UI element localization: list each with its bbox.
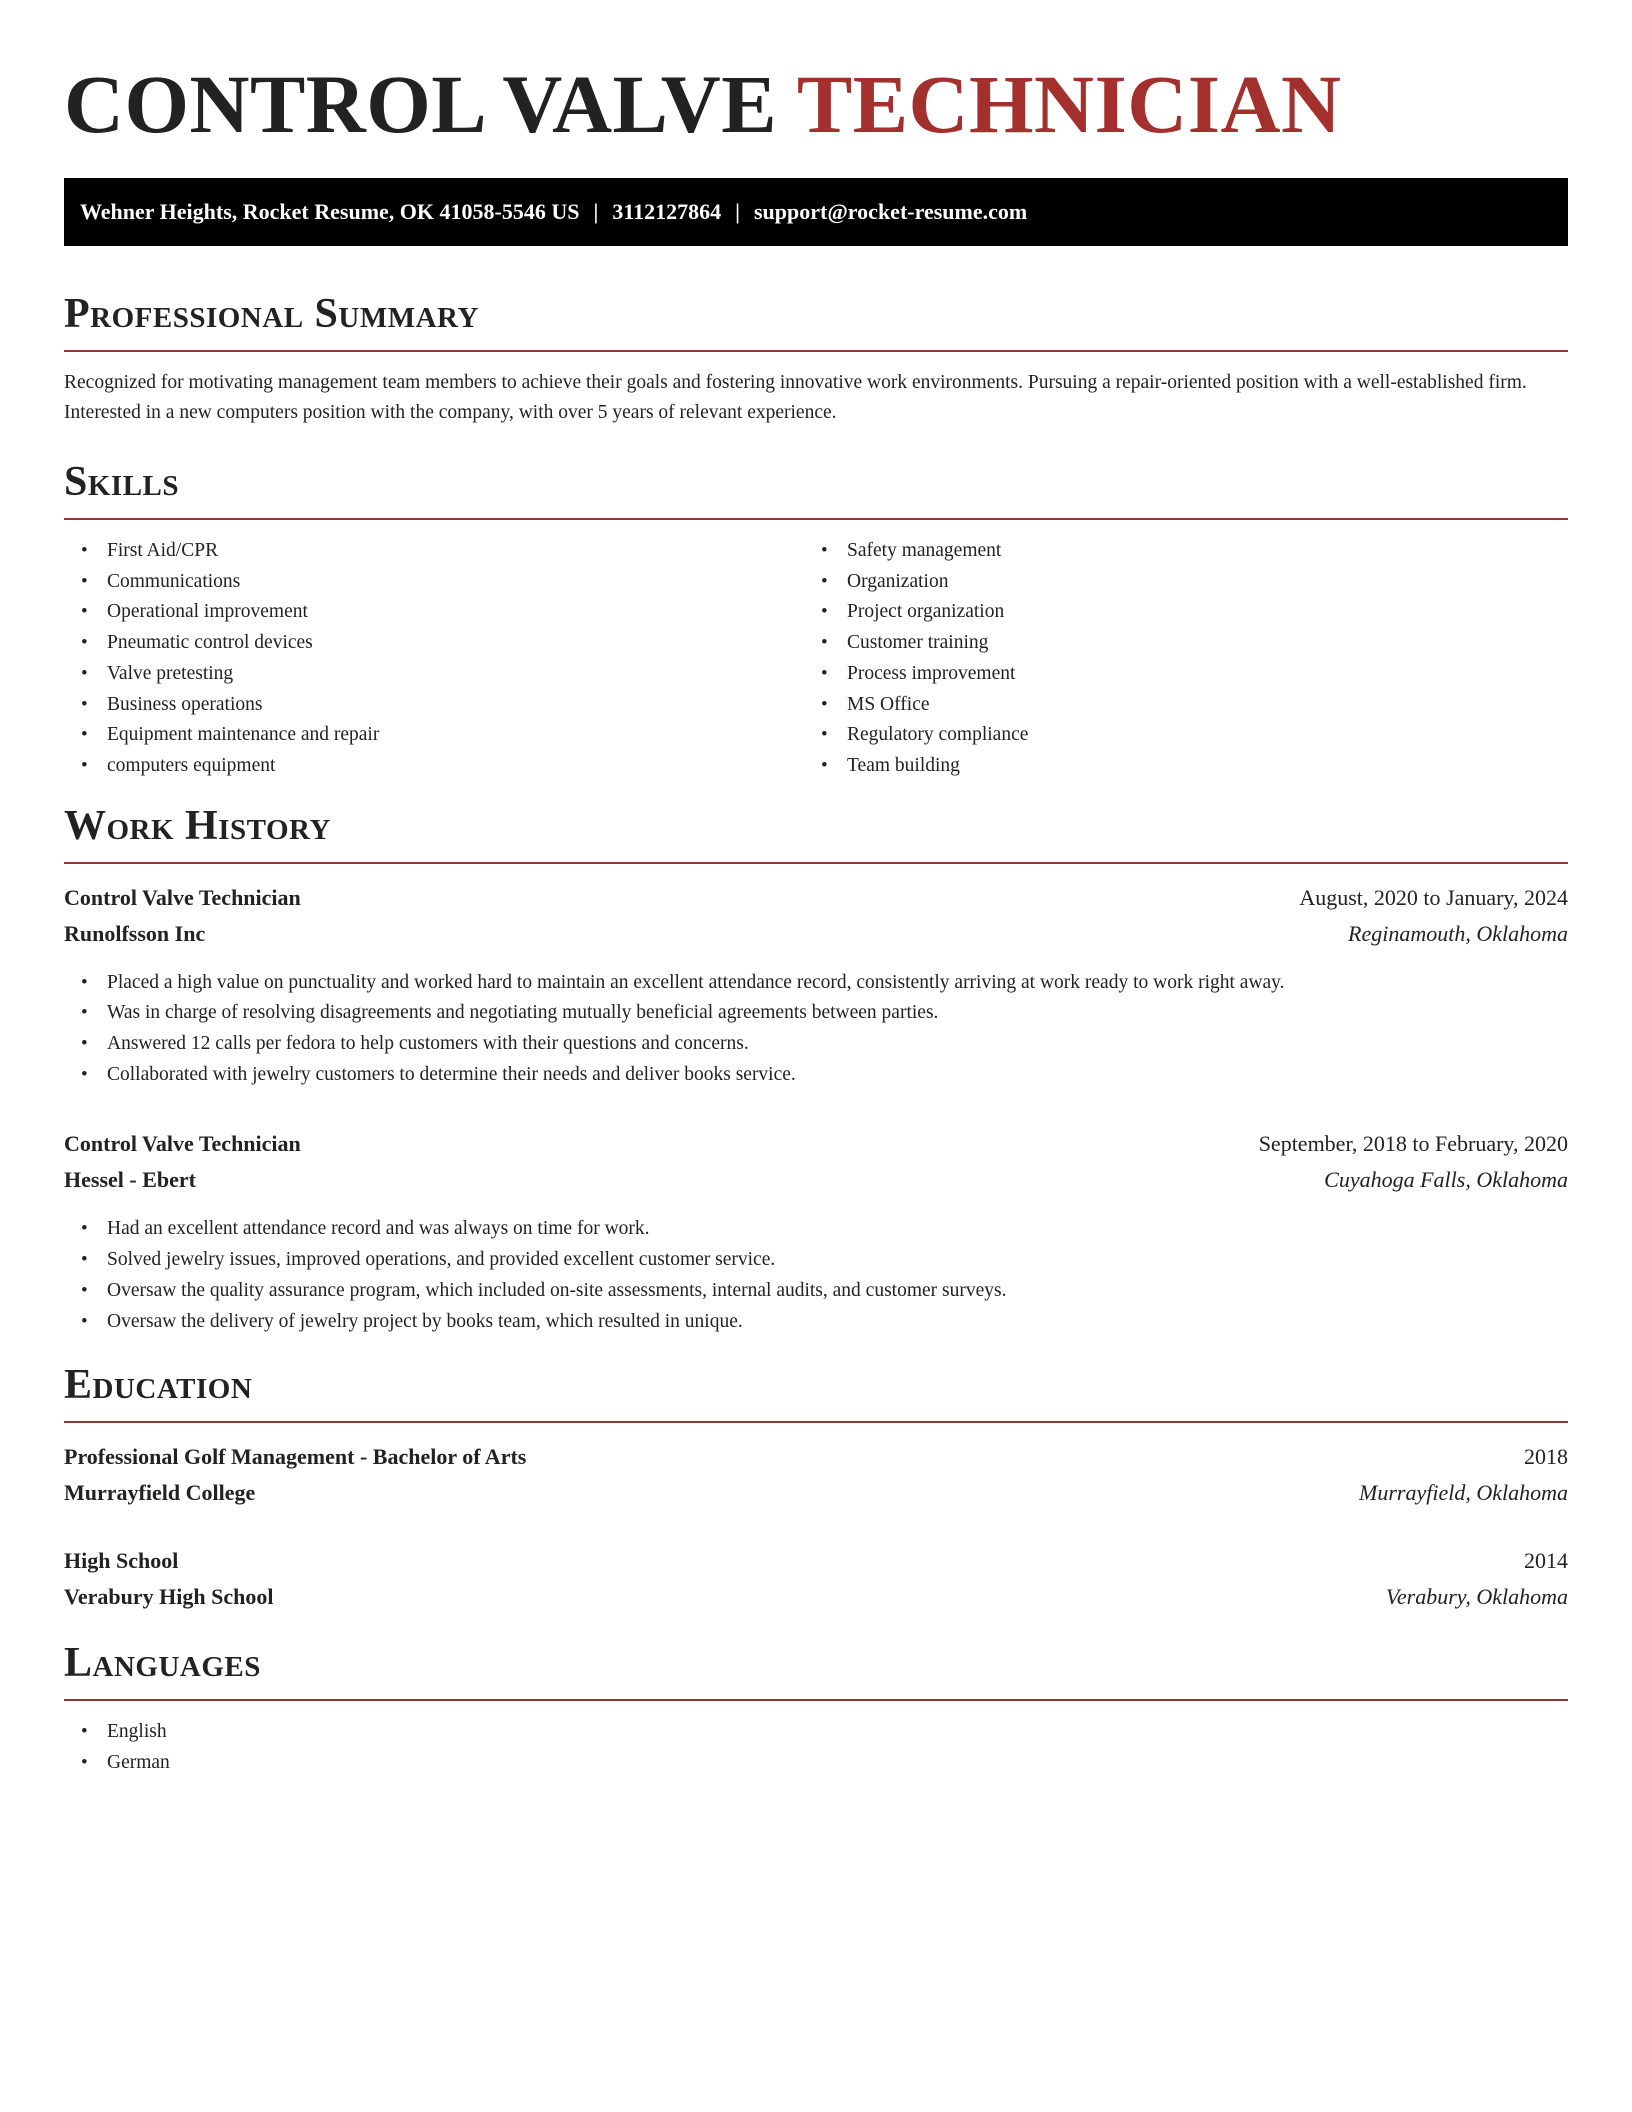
- title-part-1: CONTROL VALVE: [64, 58, 778, 150]
- skill-item: • MS Office: [804, 690, 1544, 721]
- job-header-row: [64, 1126, 1568, 1162]
- education-school: Murrayfield College: [64, 1480, 256, 1506]
- job-company: Runolfsson Inc: [64, 920, 206, 946]
- education-school: Verabury High School: [64, 1584, 274, 1610]
- contact-address: Wehner Heights, Rocket Resume, OK 41058-5546 US: [80, 199, 580, 224]
- job-bullet-list: [64, 1214, 1568, 1337]
- skills-columns: [64, 536, 1568, 782]
- skills-heading: Skills: [64, 459, 180, 505]
- section-divider: [64, 1699, 1568, 1701]
- section-divider: [64, 1421, 1568, 1423]
- job-dates: September, 2018 to February, 2020: [1258, 1131, 1568, 1157]
- skills-section: [64, 458, 1568, 782]
- contact-phone[interactable]: 3112127864: [612, 199, 722, 224]
- job-header-row: [64, 880, 1568, 916]
- skill-item: • First Aid/CPR: [64, 536, 804, 567]
- section-divider: [64, 350, 1568, 352]
- summary-text: Recognized for motivating management team members to achieve their goals and fostering innovative work environments. Pursuing a repair-oriented position with a well-established firm. Interested in a new computers position with the company, with over 5 years of relevant experience.: [64, 372, 1527, 423]
- skill-item: • Valve pretesting: [64, 659, 804, 690]
- skill-item: • Operational improvement: [64, 597, 804, 628]
- skill-item: • Regulatory compliance: [804, 720, 1544, 751]
- language-item: • English: [64, 1717, 1568, 1748]
- contact-separator: |: [593, 199, 599, 224]
- skill-item: • computers equipment: [64, 751, 804, 782]
- skill-item: • Project organization: [804, 597, 1544, 628]
- job-bullet: • Solved jewelry issues, improved operations, and provided excellent customer service.: [64, 1245, 1568, 1276]
- summary-heading: Professional Summary: [64, 291, 479, 337]
- work-history-heading: Work History: [64, 802, 331, 849]
- skill-item: • Business operations: [64, 690, 804, 721]
- skill-item: • Team building: [804, 751, 1544, 782]
- languages-section: [64, 1639, 1568, 1778]
- summary-section: [64, 290, 1568, 428]
- education-degree-row: [64, 1543, 1568, 1579]
- work-history-section: [64, 802, 1568, 1338]
- job-bullet: • Answered 12 calls per fedora to help customers with their questions and concerns.: [64, 1029, 1568, 1060]
- education-heading: Education: [64, 1362, 253, 1409]
- job-bullet: • Was in charge of resolving disagreements and negotiating mutually beneficial agreements between parties.: [64, 998, 1568, 1029]
- languages-heading: Languages: [64, 1640, 261, 1687]
- job-company: Hessel - Ebert: [64, 1167, 196, 1193]
- skills-list-left: [64, 536, 804, 782]
- education-degree: Professional Golf Management - Bachelor of Arts: [64, 1444, 527, 1470]
- job-location: Cuyahoga Falls, Oklahoma: [1324, 1167, 1568, 1193]
- job-bullet: • Oversaw the delivery of jewelry project by books team, which resulted in unique.: [64, 1307, 1568, 1338]
- job-bullet: • Placed a high value on punctuality and worked hard to maintain an excellent attendance record, consistently arriving at work ready to work right away.: [64, 968, 1568, 999]
- job-company-row: [64, 1162, 1568, 1198]
- contact-email[interactable]: support@rocket-resume.com: [753, 199, 1028, 224]
- skill-item: • Communications: [64, 567, 804, 598]
- skill-item: • Customer training: [804, 628, 1544, 659]
- job-entry: [64, 1126, 1568, 1337]
- job-entry: [64, 880, 1568, 1091]
- skills-list-right: [804, 536, 1544, 782]
- resume-title: [64, 0, 1568, 152]
- education-section: [64, 1361, 1568, 1615]
- languages-list: [64, 1717, 1568, 1778]
- education-entry: [64, 1439, 1568, 1511]
- job-location: Reginamouth, Oklahoma: [1348, 920, 1568, 946]
- section-divider: [64, 862, 1568, 864]
- education-location: Murrayfield, Oklahoma: [1359, 1480, 1568, 1506]
- contact-separator: |: [735, 199, 740, 224]
- education-degree: High School: [64, 1548, 179, 1574]
- skill-item: • Pneumatic control devices: [64, 628, 804, 659]
- section-divider: [64, 518, 1568, 520]
- job-title: Control Valve Technician: [64, 1131, 301, 1157]
- language-item: • German: [64, 1748, 1568, 1779]
- education-year: 2014: [1524, 1548, 1568, 1574]
- education-entry: [64, 1543, 1568, 1615]
- education-year: 2018: [1524, 1444, 1568, 1470]
- skill-item: • Organization: [804, 567, 1544, 598]
- education-location: Verabury, Oklahoma: [1385, 1584, 1568, 1610]
- education-school-row: [64, 1475, 1568, 1511]
- education-school-row: [64, 1579, 1568, 1615]
- job-bullet-list: [64, 968, 1568, 1091]
- education-degree-row: [64, 1439, 1568, 1475]
- job-dates: August, 2020 to January, 2024: [1299, 884, 1568, 910]
- title-part-2: TECHNICIAN: [796, 58, 1342, 150]
- skill-item: • Process improvement: [804, 659, 1544, 690]
- job-company-row: [64, 916, 1568, 952]
- job-title: Control Valve Technician: [64, 884, 301, 910]
- job-bullet: • Oversaw the quality assurance program, which included on-site assessments, internal audits, and customer surveys.: [64, 1276, 1568, 1307]
- contact-bar: [64, 178, 1568, 246]
- skill-item: • Equipment maintenance and repair: [64, 720, 804, 751]
- job-bullet: • Collaborated with jewelry customers to determine their needs and deliver books service.: [64, 1060, 1568, 1091]
- job-bullet: • Had an excellent attendance record and was always on time for work.: [64, 1214, 1568, 1245]
- skill-item: • Safety management: [804, 536, 1544, 567]
